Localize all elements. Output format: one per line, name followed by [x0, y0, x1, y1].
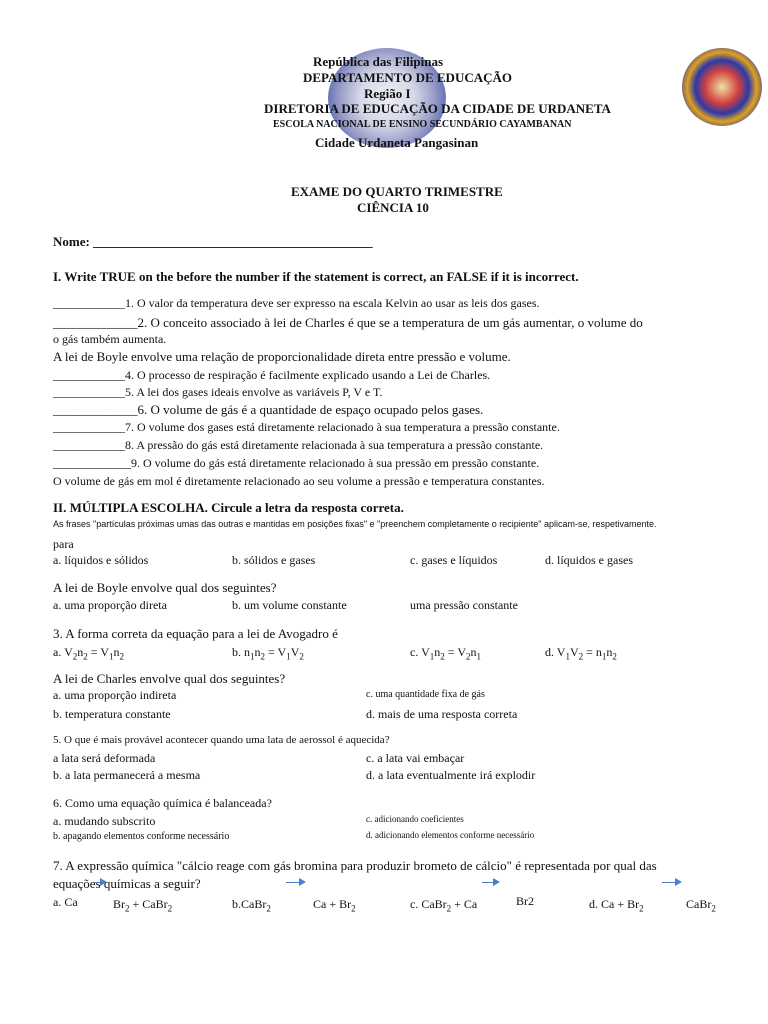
tf-item-2-cont: o gás também aumenta. — [53, 332, 167, 346]
city-line: Cidade Urdaneta Pangasinan — [315, 135, 479, 150]
q4-option-b[interactable]: b. temperatura constante — [53, 707, 171, 721]
q7-option-a-left[interactable]: a. Ca — [53, 895, 78, 909]
q2-option-c[interactable]: uma pressão constante — [410, 598, 518, 612]
q7-option-d-right[interactable]: CaBr$_2$ — [686, 897, 716, 914]
tf-item-10: O volume de gás em mol é diretamente relacionado ao seu volume a pressão e temperatura constantes. — [53, 474, 545, 488]
reaction-arrow-icon — [93, 882, 105, 883]
q6-option-c[interactable]: c. adicionando coeficientes — [366, 814, 464, 824]
tf-item-7: ____________7. O volume dos gases está diretamente relacionado à sua temperatura a pressão constante. — [53, 420, 560, 434]
q3-option-a[interactable]: a. $V_2n_2 = V_1n_2$ — [53, 645, 124, 662]
country-line: República das Filipinas — [313, 54, 444, 69]
reaction-arrow-icon — [482, 882, 498, 883]
q6-option-a[interactable]: a. mudando subscrito — [53, 814, 156, 828]
q7-text: 7. A expressão química "cálcio reage com gás bromina para produzir brometo de cálcio" é representada por qual das — [53, 858, 657, 873]
q6-option-d[interactable]: d. adicionando elementos conforme necessário — [366, 830, 535, 840]
q4-option-a[interactable]: a. uma proporção indireta — [53, 688, 177, 702]
reaction-arrow-icon — [286, 882, 304, 883]
q7-option-b-right[interactable]: $Ca + Br_2$ — [313, 897, 356, 914]
tf-item-9: _____________9. O volume do gás está diretamente relacionado à sua pressão em pressão constante. — [53, 456, 540, 470]
region-line: Região I — [364, 86, 411, 101]
q1-text: As frases "partículas próximas umas das outras e mantidas em posições fixas" e "preenchem completamente o recipiente" aplicam-se, respetivamente. — [53, 519, 657, 529]
q5-option-c[interactable]: c. a lata vai embaçar — [366, 751, 465, 765]
tf-item-4: ____________4. O processo de respiração é facilmente explicado usando a Lei de Charles. — [53, 368, 491, 382]
tf-item-8: ____________8. A pressão do gás está diretamente relacionada à sua temperatura a pressão constante. — [53, 438, 544, 452]
q5-option-b[interactable]: b. a lata permanecerá a mesma — [53, 768, 201, 782]
school-name: ESCOLA NACIONAL DE ENSINO SECUNDÁRIO CAYAMBANAN — [273, 119, 572, 130]
name-field[interactable]: Nome: ___________________________________________ — [53, 234, 373, 249]
q6-option-b[interactable]: b. apagando elementos conforme necessário — [53, 831, 230, 842]
q7-option-c-right[interactable]: Br2 — [516, 894, 534, 908]
part2-heading: II. MÚLTIPLA ESCOLHA. Circule a letra da resposta correta. — [53, 500, 404, 515]
q7-option-c-left[interactable]: c. CaBr$_2$ + Ca — [410, 897, 478, 914]
q1-option-a[interactable]: a. líquidos e sólidos — [53, 553, 149, 567]
tf-item-1: ____________1. O valor da temperatura deve ser expresso na escala Kelvin ao usar as leis dos gases. — [53, 296, 540, 310]
q3-text: 3. A forma correta da equação para a lei de Avogadro é — [53, 626, 338, 641]
q3-option-b[interactable]: b. $n_1n_2 = V_1V_2$ — [232, 645, 304, 662]
q2-option-b[interactable]: b. um volume constante — [232, 598, 347, 612]
q5-text: 5. O que é mais provável acontecer quando uma lata de aerossol é aquecida? — [53, 734, 390, 746]
q7-text-cont: equações químicas a seguir? — [53, 876, 201, 891]
q4-text: A lei de Charles envolve qual dos seguintes? — [53, 671, 286, 686]
q5-option-d[interactable]: d. a lata eventualmente irá explodir — [366, 768, 536, 782]
q3-option-d[interactable]: d. $V_1V_2 = n_1n_2$ — [545, 645, 617, 662]
tf-item-3: A lei de Boyle envolve uma relação de proporcionalidade direta entre pressão e volume. — [53, 349, 511, 364]
tf-item-2: _____________2. O conceito associado à lei de Charles é que se a temperatura de um gás aumentar, o volume do — [53, 315, 643, 330]
q1-option-d[interactable]: d. líquidos e gases — [545, 553, 633, 567]
q1-text-cont: para — [53, 537, 74, 551]
q1-option-b[interactable]: b. sólidos e gases — [232, 553, 316, 567]
tf-item-6: _____________6. O volume de gás é a quantidade de espaço ocupado pelos gases. — [53, 402, 484, 417]
q7-option-a-right[interactable]: $Br_2$ + CaBr$_2$ — [113, 897, 173, 914]
q4-option-c[interactable]: c. uma quantidade fixa de gás — [366, 689, 485, 700]
exam-title: EXAME DO QUARTO TRIMESTRE — [291, 184, 503, 199]
department-line: DEPARTAMENTO DE EDUCAÇÃO — [303, 70, 512, 85]
tf-item-5: ____________5. A lei dos gases ideais envolve as variáveis P, V e T. — [53, 385, 383, 399]
q3-option-c[interactable]: c. $V_1n_2 = V_2n_1$ — [410, 645, 481, 662]
q1-option-c[interactable]: c. gases e líquidos — [410, 553, 498, 567]
q2-option-a[interactable]: a. uma proporção direta — [53, 598, 167, 612]
q4-option-d[interactable]: d. mais de uma resposta correta — [366, 707, 518, 721]
part1-heading: I. Write TRUE on the before the number if the statement is correct, an FALSE if it is incorrect. — [53, 269, 579, 284]
exam-subject: CIÊNCIA 10 — [357, 200, 429, 215]
q5-option-a[interactable]: a lata será deformada — [53, 751, 156, 765]
school-seal-logo — [682, 48, 762, 126]
q6-text: 6. Como uma equação química é balanceada? — [53, 796, 272, 810]
division-line: DIRETORIA DE EDUCAÇÃO DA CIDADE DE URDANETA — [264, 101, 611, 116]
q7-option-b-left[interactable]: b.CaBr$_2$ — [232, 897, 271, 914]
q2-text: A lei de Boyle envolve qual dos seguintes? — [53, 580, 277, 595]
q7-option-d-left[interactable]: d. $Ca + Br_2$ — [589, 897, 644, 914]
reaction-arrow-icon — [662, 882, 680, 883]
